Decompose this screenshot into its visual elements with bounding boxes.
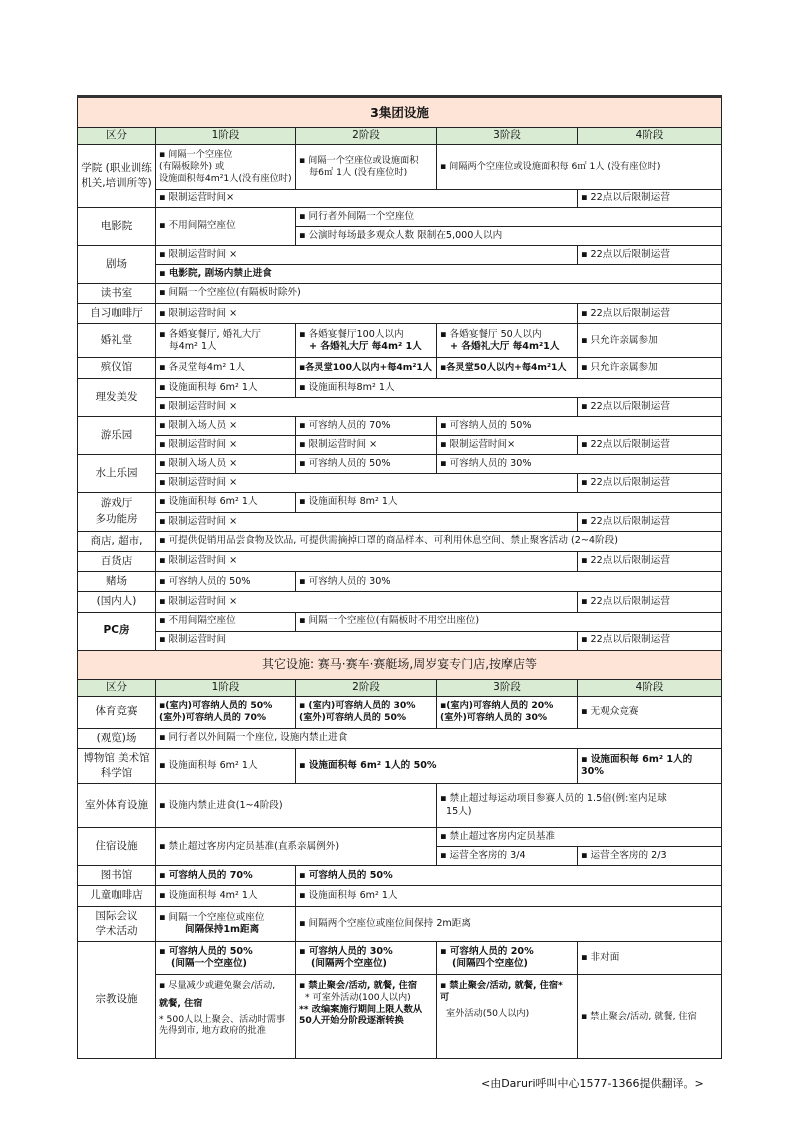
reading-stage1: ▪ 间隔一个空座位(有隔板时除外) xyxy=(156,284,722,304)
casino-limit: ▪ 限制运营时间 × xyxy=(156,592,578,612)
row-label-lodging: 住宿设施 xyxy=(78,828,156,866)
header-stage4: 4阶段 xyxy=(578,128,722,145)
museum-stage4: ▪ 设施面积每 6m² 1人的 30% xyxy=(578,748,722,783)
academy-stage34: ▪ 间隔两个空座位或设施面积每 6㎡ 1人 (没有座位时) xyxy=(437,145,722,190)
conference-stage2: ▪ 间隔两个空座位或座位间保持 2m距离 xyxy=(296,906,722,941)
row-label-store-1: 商店, 超市, xyxy=(78,531,156,551)
store-stage1: ▪ 可提供促销用品尝食物及饮品, 可提供需摘掉口罩的商品样本、可利用休息空间、禁止聚客活动 (2~4阶段) xyxy=(156,531,722,551)
section1-title: 3集团设施 xyxy=(78,97,722,128)
arcade-stage1: ▪ 设施面积每 6m² 1人 xyxy=(156,492,296,512)
waterpark-stage1: ▪ 限制入场人员 × xyxy=(156,454,296,473)
funeral-stage3: ▪各灵堂50人以内+每4m²1人 xyxy=(437,358,578,378)
row-label-library: 图书馆 xyxy=(78,866,156,886)
arcade-stage2: ▪ 设施面积每 8m² 1人 xyxy=(296,492,722,512)
casino-limit4: ▪ 22点以后限制运营 xyxy=(578,592,722,612)
pc-stage1: ▪ 不用间隔空座位 xyxy=(156,612,296,631)
cinema-note: ▪ 电影院, 剧场内禁止进食 xyxy=(156,265,722,284)
funeral-stage2: ▪各灵堂100人以内+每4m²1人 xyxy=(296,358,437,378)
religion-stage1: ▪ 可容纳人员的 50% (间隔一个空座位) xyxy=(156,942,296,975)
header-stage1: 1阶段 xyxy=(156,128,296,145)
amusement-limit3: ▪ 限制运营时间× xyxy=(437,435,578,454)
casino-stage1: ▪ 可容纳人员的 50% xyxy=(156,572,296,592)
pc-limit: ▪ 限制运营时间 xyxy=(156,631,578,650)
academy-limit4: ▪ 22点以后限制运营 xyxy=(578,190,722,208)
library-stage2: ▪ 可容纳人员的 50% xyxy=(296,866,722,886)
barber-limit4: ▪ 22点以后限制运营 xyxy=(578,397,722,416)
arcade-limit4: ▪ 22点以后限制运营 xyxy=(578,512,722,531)
religion-stage2: ▪ 可容纳人员的 30% (间隔两个空座位) xyxy=(296,942,437,975)
row-label-reading-1: 读书室 xyxy=(78,284,156,304)
waterpark-limit4: ▪ 22点以后限制运营 xyxy=(578,473,722,492)
sports-stage1: ▪(室内)可容纳人员的 50% (室外)可容纳人员的 70% xyxy=(156,696,296,728)
wedding-stage2: ▪ 各婚宴餐厅100人以内 + 各婚礼大厅 每4m² 1人 xyxy=(296,324,437,358)
pc-stage2: ▪ 间隔一个空座位(有隔板时不用空出座位) xyxy=(296,612,722,631)
row-label-kids: 儿童咖啡店 xyxy=(78,886,156,906)
header2-category: 区分 xyxy=(78,679,156,696)
store-limit: ▪ 限制运营时间 × xyxy=(156,551,578,571)
row-label-casino-2: (国内人) xyxy=(78,592,156,612)
barber-stage2: ▪ 设施面积每8m² 1人 xyxy=(296,378,722,397)
header-stage3: 3阶段 xyxy=(437,128,578,145)
cinema-stage1: ▪ 不用间隔空座位 xyxy=(156,208,296,246)
row-label-waterpark: 水上乐园 xyxy=(78,454,156,492)
lodging-stage12: ▪ 禁止超过客房内定员基准(直系亲属例外) xyxy=(156,828,437,866)
row-label-reading-2: 自习咖啡厅 xyxy=(78,304,156,324)
amusement-stage2: ▪ 可容纳人员的 70% xyxy=(296,416,437,435)
kids-stage2: ▪ 设施面积每 6m² 1人 xyxy=(296,886,722,906)
religion-stage4: ▪ 非对面 xyxy=(578,942,722,975)
wedding-stage4: ▪ 只允许亲属参加 xyxy=(578,324,722,358)
library-stage1: ▪ 可容纳人员的 70% xyxy=(156,866,296,886)
wedding-stage1: ▪ 各婚宴餐厅, 婚礼大厅 每4m² 1人 xyxy=(156,324,296,358)
sports-stage4: ▪ 无观众竞赛 xyxy=(578,696,722,728)
header2-stage3: 3阶段 xyxy=(437,679,578,696)
barber-limit: ▪ 限制运营时间 × xyxy=(156,397,578,416)
cinema-stage2b: ▪ 公演时每场最多观众人数 限制在5,000人以内 xyxy=(296,227,722,246)
store-limit4: ▪ 22点以后限制运营 xyxy=(578,551,722,571)
conference-stage1: ▪ 间隔一个空座位或座位 间隔保持1m距离 xyxy=(156,906,296,941)
amusement-limit1: ▪ 限制运营时间 × xyxy=(156,435,296,454)
header2-stage4: 4阶段 xyxy=(578,679,722,696)
header2-stage2: 2阶段 xyxy=(296,679,437,696)
museum-stage23: ▪ 设施面积每 6m² 1人的 50% xyxy=(296,748,578,783)
row-label-funeral: 殡仪馆 xyxy=(78,358,156,378)
reading-limit: ▪ 限制运营时间 × xyxy=(156,304,578,324)
row-label-outdoor: 室外体育设施 xyxy=(78,784,156,828)
waterpark-stage2: ▪ 可容纳人员的 50% xyxy=(296,454,437,473)
religion-rule1: ▪ 尽量减少或避免聚会/活动, 就餐, 住宿 * 500人以上聚会、活动时需事先得到市, 地方政府的批准 xyxy=(156,975,296,1059)
lodging-stage34: ▪ 禁止超过客房内定员基准 xyxy=(437,828,722,847)
waterpark-limit: ▪ 限制运营时间 × xyxy=(156,473,578,492)
cinema-limit: ▪ 限制运营时间 × xyxy=(156,246,578,265)
row-label-conference: 国际会议 学术活动 xyxy=(78,906,156,941)
row-label-arcade: 游戏厅 多功能房 xyxy=(78,492,156,531)
museum-stage1: ▪ 设施面积每 6m² 1人 xyxy=(156,748,296,783)
cinema-limit4: ▪ 22点以后限制运营 xyxy=(578,246,722,265)
religion-stage3: ▪ 可容纳人员的 20% (间隔四个空座位) xyxy=(437,942,578,975)
row-label-barber: 理发美发 xyxy=(78,378,156,416)
sports-stage2: ▪ (室内)可容纳人员的 30% (室外)可容纳人员的 50% xyxy=(296,696,437,728)
row-label-museum: 博物馆 美术馆 科学馆 xyxy=(78,748,156,783)
academy-limit: ▪ 限制运营时间× xyxy=(156,190,578,208)
amusement-limit4: ▪ 22点以后限制运营 xyxy=(578,435,722,454)
religion-rule4: ▪ 禁止聚会/活动, 就餐, 住宿 xyxy=(578,975,722,1059)
row-label-casino-1: 赌场 xyxy=(78,572,156,592)
row-label-cinema-2: 剧场 xyxy=(78,246,156,284)
reading-limit4: ▪ 22点以后限制运营 xyxy=(578,304,722,324)
outdoor-stage34: ▪ 禁止超过每运动项目参赛人员的 1.5倍(例:室内足球 15人) xyxy=(437,784,722,828)
funeral-stage1: ▪ 各灵堂每4m² 1人 xyxy=(156,358,296,378)
sports-stage3: ▪(室内)可容纳人员的 20% (室外)可容纳人员的 30% xyxy=(437,696,578,728)
casino-stage2: ▪ 可容纳人员的 30% xyxy=(296,572,722,592)
translation-credit: <由Daruri呼叫中心1577-1366提供翻译。> xyxy=(481,1077,704,1090)
row-label-store-2: 百货店 xyxy=(78,551,156,571)
pc-limit4: ▪ 22点以后限制运营 xyxy=(578,631,722,650)
amusement-stage1: ▪ 限制入场人员 × xyxy=(156,416,296,435)
amusement-limit2: ▪ 限制运营时间 × xyxy=(296,435,437,454)
row-label-academy: 学院 (职业训练机关,培训所等) xyxy=(78,145,156,208)
header-category: 区分 xyxy=(78,128,156,145)
row-label-sports-1: 体育竞赛 xyxy=(78,696,156,728)
arcade-limit: ▪ 限制运营时间 × xyxy=(156,512,578,531)
facility-rules-table xyxy=(77,95,722,1059)
row-label-religion: 宗教设施 xyxy=(78,942,156,1059)
religion-rule2: ▪ 禁止聚会/活动, 就餐, 住宿 * 可室外活动(100人以内) ** 改编案施行期间上限人数从50人开始分阶段逐渐转换 xyxy=(296,975,437,1059)
academy-stage2: ▪ 间隔一个空座位或设施面积 每6㎡ 1人 (没有座位时) xyxy=(296,145,437,190)
header2-stage1: 1阶段 xyxy=(156,679,296,696)
lodging-stage3: ▪ 运营全客房的 3/4 xyxy=(437,847,578,866)
waterpark-stage3: ▪ 可容纳人员的 30% xyxy=(437,454,722,473)
row-label-cinema-1: 电影院 xyxy=(78,208,156,246)
academy-stage1: ▪ 间隔一个空座位 (有隔板除外) 或 设施面积每4m²1人(没有座位时) xyxy=(156,145,296,190)
row-label-pc: PC房 xyxy=(78,612,156,650)
religion-rule3: ▪ 禁止聚会/活动, 就餐, 住宿* 可 室外活动(50人以内) xyxy=(437,975,578,1059)
amusement-stage3: ▪ 可容纳人员的 50% xyxy=(437,416,722,435)
facility-rules-document xyxy=(77,95,721,1059)
row-label-amusement: 游乐园 xyxy=(78,416,156,454)
row-label-sports-2: (观览)场 xyxy=(78,728,156,748)
section2-title: 其它设施: 赛马·赛车·赛艇场,周岁宴专门店,按摩店等 xyxy=(78,650,722,679)
header-stage2: 2阶段 xyxy=(296,128,437,145)
row-label-wedding: 婚礼堂 xyxy=(78,324,156,358)
sports-note: ▪ 同行者以外间隔一个座位, 设施内禁止进食 xyxy=(156,728,722,748)
lodging-stage4: ▪ 运营全客房的 2/3 xyxy=(578,847,722,866)
kids-stage1: ▪ 设施面积每 4m² 1人 xyxy=(156,886,296,906)
wedding-stage3: ▪ 各婚宴餐厅 50人以内 + 各婚礼大厅 每4m²1人 xyxy=(437,324,578,358)
outdoor-stage12: ▪ 设施内禁止进食(1~4阶段) xyxy=(156,784,437,828)
barber-stage1: ▪ 设施面积每 6m² 1人 xyxy=(156,378,296,397)
cinema-stage2a: ▪ 同行者外间隔一个空座位 xyxy=(296,208,722,227)
funeral-stage4: ▪ 只允许亲属参加 xyxy=(578,358,722,378)
